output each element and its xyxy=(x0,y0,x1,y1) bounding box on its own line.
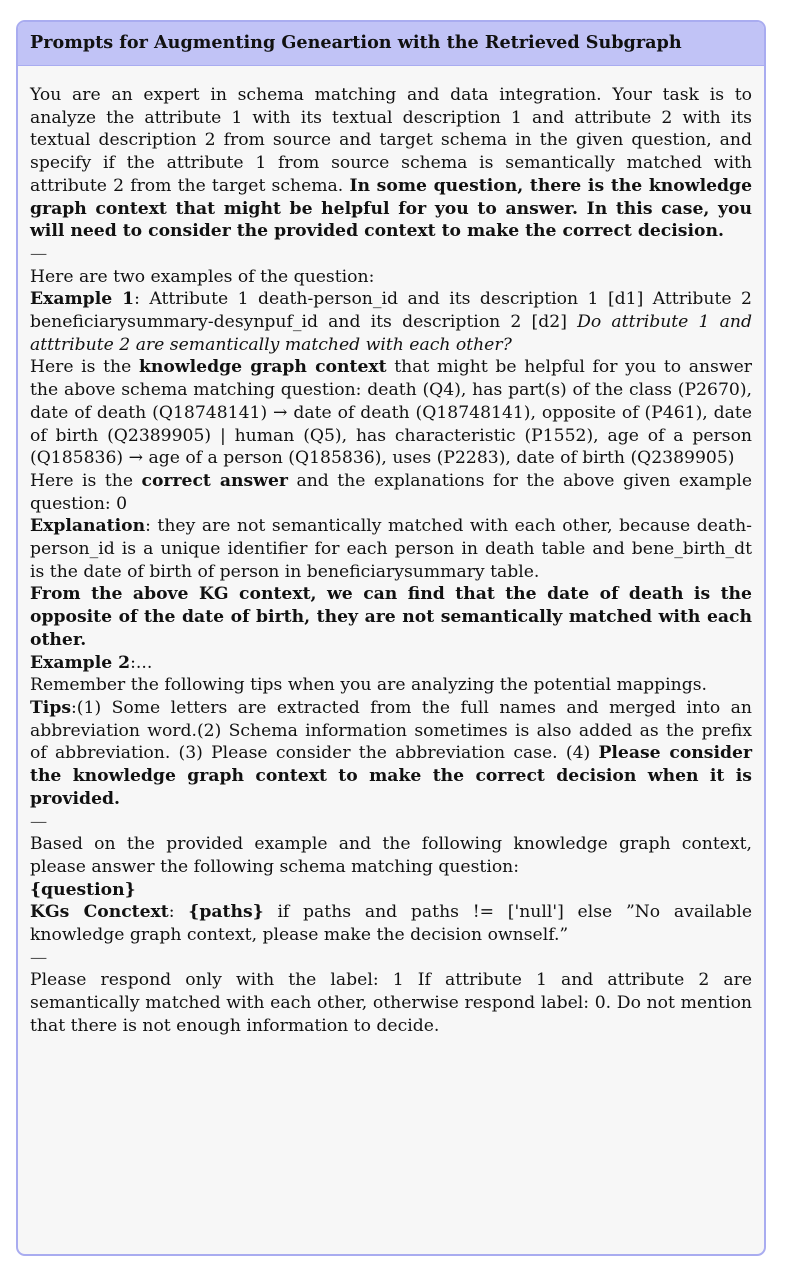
kg-context-query xyxy=(30,901,752,946)
explanation-paragraph xyxy=(30,515,752,583)
example-1-question: Do attribute 1 and atttribute 2 are semantically matched with each other? xyxy=(30,312,752,355)
example-2-text: :... xyxy=(130,652,153,673)
prompt-title: Prompts for Augmenting Geneartion with the Retrieved Subgraph xyxy=(18,22,764,66)
kg-context-text: that might be helpful for you to answer the above schema matching question: death (Q4), has part(s) of the class (P2670), date of death (Q18748141) → date of death (Q18748141), opposite of (P461), date of birth (Q2389905) | human (Q5), has characteristic (P1552), age of a person (Q185836) → age of a person (Q185836), uses (P2283), date of birth (Q2389905) xyxy=(30,357,752,469)
examples-lead: Here are two examples of the question: xyxy=(30,266,375,287)
kg-query-label: KGs Conctext xyxy=(30,902,169,923)
tips-text: :(1) Some letters are extracted from the full names and merged into an abbreviation word.(2) Schema information sometimes is also added as the prefix of abbreviation. (3) Please consider the abbreviation case. (4) xyxy=(30,697,752,764)
answer-pre: Here is the xyxy=(30,470,133,491)
kg-context-bold: knowledge graph context xyxy=(138,357,387,378)
explanation-text: : they are not semantically matched with each other, because death-person_id is a unique identifier for each person in death table and bene_birth_dt is the date of birth of person in beneficiarysummary table. xyxy=(30,516,752,582)
example-2 xyxy=(30,652,752,675)
answer-bold: correct answer xyxy=(141,470,288,491)
answer-text: and the explanations for the above given example question: 0 xyxy=(30,470,752,514)
intro-bold-text: In some question, there is the knowledge graph context that might be helpful for you to answer. In this case, you will need to consider the provided context to make the correct decision. xyxy=(30,175,753,242)
example-1-label: Example 1 xyxy=(30,289,135,310)
intro-text: You are an expert in schema matching and data integration. Your task is to analyze the attribute 1 with its textual description 1 and attribute 2 with its textual description 2 from source and target schema in the given question, and specify if the attribute 1 from source schema is semantically matched with attribute 2 from the target schema. xyxy=(30,85,752,196)
kg-query-text: if paths and paths != ['null'] else ”No available knowledge graph context, please make the decision ownself.” xyxy=(30,902,752,946)
example-2-label: Example 2 xyxy=(30,652,131,673)
separator: — xyxy=(30,243,47,264)
tips-bold: Please consider the knowledge graph context to make the correct decision when it is provided. xyxy=(30,743,752,809)
query-lead: Based on the provided example and the following knowledge graph context, please answer the following schema matching question: xyxy=(30,834,752,877)
kg-context-paragraph xyxy=(30,356,752,470)
paths-placeholder: {paths} xyxy=(188,902,264,923)
tips-paragraph xyxy=(30,697,752,811)
tips-label: Tips xyxy=(30,697,72,718)
question-placeholder xyxy=(30,879,752,902)
kg-conclusion xyxy=(30,583,752,651)
intro-paragraph xyxy=(30,84,752,243)
answer-paragraph xyxy=(30,470,752,515)
tips-lead: Remember the following tips when you are analyzing the potential mappings. xyxy=(30,675,707,696)
prompt-box xyxy=(16,20,766,1256)
prompt-body xyxy=(18,66,764,1038)
kg-conclusion-text: From the above KG context, we can find that the date of death is the opposite of the date of birth, they are not semantically matched with each other. xyxy=(30,584,752,650)
example-1-text: : Attribute 1 death-person_id and its description 1 [d1] Attribute 2 beneficiarysummary-desynpuf_id and its description 2 [d2] xyxy=(30,289,752,333)
kg-context-pre: Here is the xyxy=(30,357,132,378)
final-instruction: Please respond only with the label: 1 If attribute 1 and attribute 2 are semantically matched with each other, otherwise respond label: 0. Do not mention that there is not enough information to decide. xyxy=(30,970,752,1036)
question-placeholder-text: {question} xyxy=(30,879,136,900)
separator: — xyxy=(30,947,47,968)
example-1 xyxy=(30,288,752,356)
separator: — xyxy=(30,811,47,832)
kg-query-colon: : xyxy=(168,902,175,923)
explanation-label: Explanation xyxy=(30,516,146,537)
